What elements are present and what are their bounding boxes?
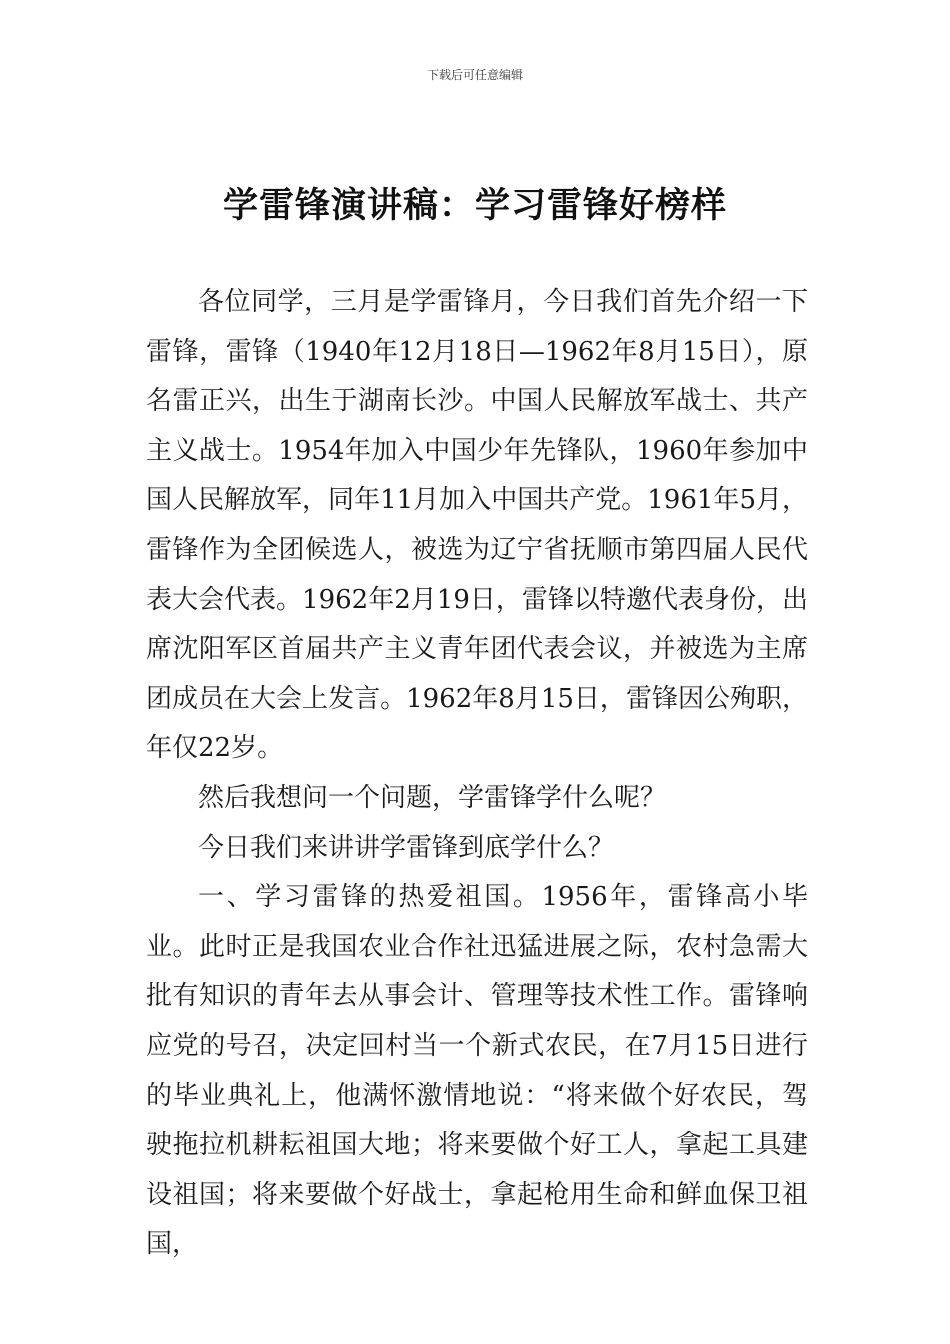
- document-title: 学雷锋演讲稿：学习雷锋好榜样: [222, 186, 727, 226]
- document-body: [146, 278, 808, 1270]
- paragraph-topic: 今日我们来讲讲学雷锋到底学什么？: [198, 832, 615, 863]
- header-note: 下载后可任意编辑: [426, 68, 523, 82]
- paragraph-section-one: 一、学习雷锋的热爱祖国。1956年，雷锋高小毕业。此时正是我国农业合作社迅猛进展之际，农村急需大批有知识的青年去从事会计、管理等技术性工作。雷锋响应党的号召，决定回村当一个新式农民，在7月15日进行的毕业典礼上，他满怀激情地说：“将来做个好农民，驾驶拖拉机耕耘祖国大地；将来要做个好工人，拿起工具建设祖国；将来要做个好战士，拿起枪用生命和鲜血保卫祖国，: [146, 882, 808, 1260]
- paragraph-question: 然后我想问一个问题，学雷锋学什么呢？: [198, 782, 667, 813]
- paragraph-intro: 各位同学，三月是学雷锋月，今日我们首先介绍一下雷锋，雷锋（1940年12月18日—1962年8月15日），原名雷正兴，出生于湖南长沙。中国人民解放军战士、共产主义战士。1954年加入中国少年先锋队，1960年参加中国人民解放军，同年11月加入中国共产党。1961年5月，雷锋作为全团候选人，被选为辽宁省抚顺市第四届人民代表大会代表。1962年2月19日，雷锋以特邀代表身份，出席沈阳军区首届共产主义青年团代表会议，并被选为主席团成员在大会上发言。1962年8月15日，雷锋因公殉职，年仅22岁。: [146, 287, 808, 764]
